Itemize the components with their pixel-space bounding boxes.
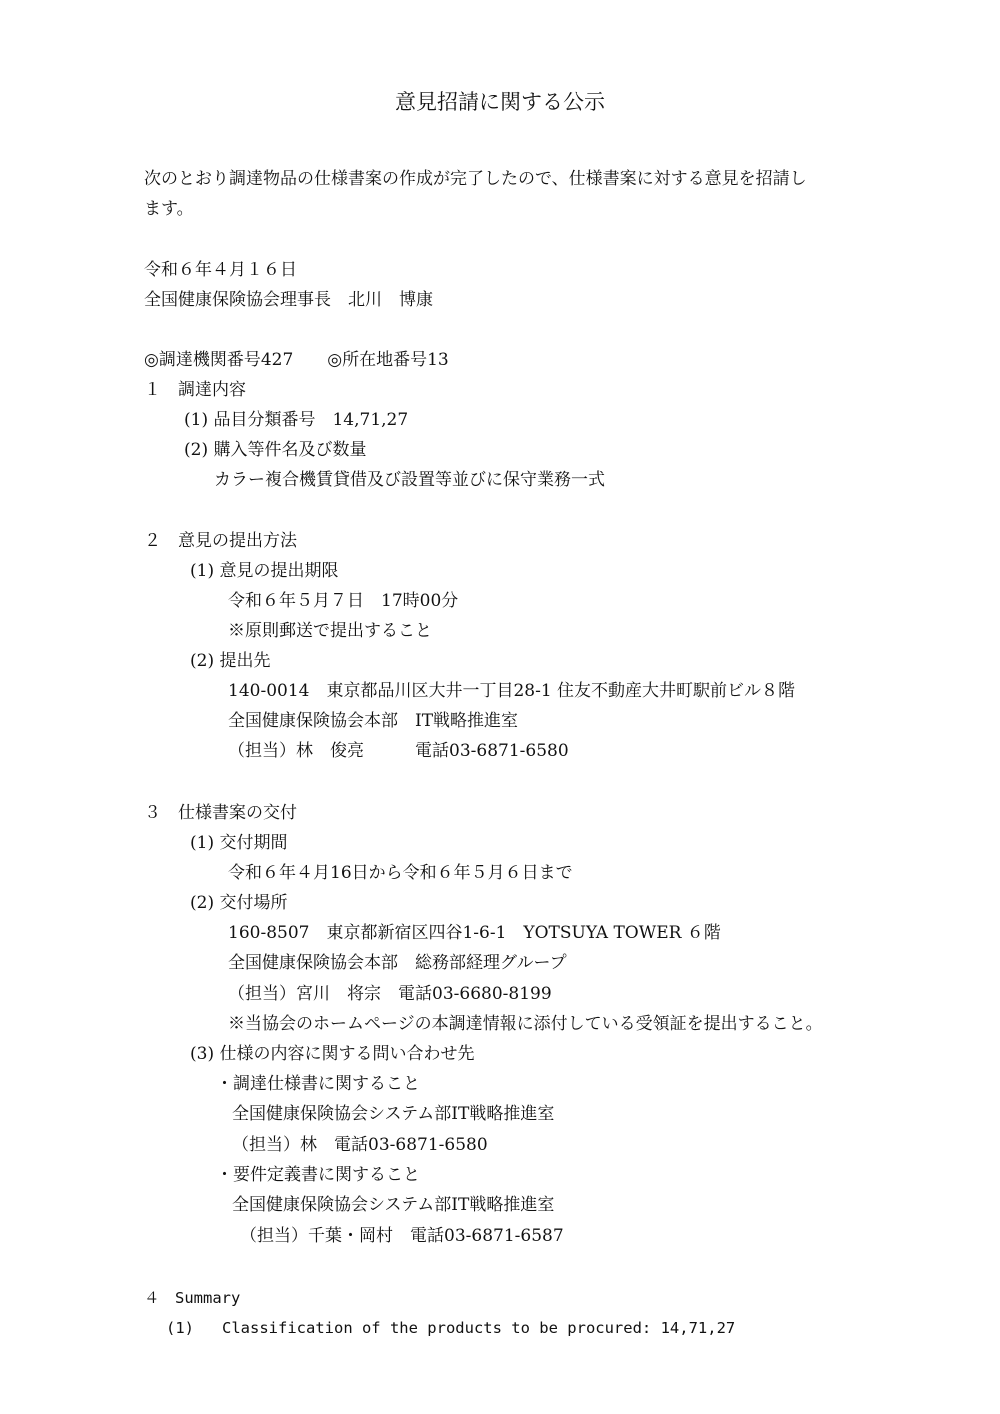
notice-date: 令和６年４月１６日 — [144, 260, 297, 280]
section-3-inquiry-b-contact: （担当）千葉・岡村 電話03-6871-6587 — [240, 1226, 564, 1246]
section-3-inquiry-b-label: ・要件定義書に関すること — [216, 1165, 420, 1185]
section-3-heading: ３ 仕様書案の交付 — [144, 803, 297, 823]
section-3-item-1: (1) 交付期間 — [190, 833, 288, 853]
section-3-inquiry-a-contact: （担当）林 電話03-6871-6580 — [232, 1135, 488, 1155]
section-3-item-3: (3) 仕様の内容に関する問い合わせ先 — [190, 1044, 475, 1064]
section-2-deadline: 令和６年５月７日 17時00分 — [228, 591, 459, 611]
section-3-contact: （担当）宮川 将宗 電話03-6680-8199 — [228, 984, 552, 1004]
section-3-item-2: (2) 交付場所 — [190, 893, 288, 913]
section-2-item-1: (1) 意見の提出期限 — [190, 561, 339, 581]
section-2-heading: ２ 意見の提出方法 — [144, 531, 297, 551]
section-2-address: 140-0014 東京都品川区大井一丁目28-1 住友不動産大井町駅前ビル８階 — [228, 681, 796, 701]
section-4-item-1-number: (1) — [166, 1319, 194, 1337]
section-3-inquiry-b-office: 全国健康保険協会システム部IT戦略推進室 — [232, 1195, 555, 1215]
section-3-period: 令和６年４月16日から令和６年５月６日まで — [228, 863, 573, 883]
section-1-heading: １ 調達内容 — [144, 380, 246, 400]
procurement-codes: ◎調達機関番号427 ◎所在地番号13 — [144, 350, 449, 370]
section-1-item-2: (2) 購入等件名及び数量 — [184, 440, 367, 460]
section-2-item-2: (2) 提出先 — [190, 651, 271, 671]
notice-issuer: 全国健康保険協会理事長 北川 博康 — [144, 290, 433, 310]
intro-line-2: ます。 — [144, 199, 194, 219]
document-title: 意見招請に関する公示 — [395, 90, 605, 114]
section-2-office: 全国健康保険協会本部 IT戦略推進室 — [228, 711, 519, 731]
section-4-heading: ４ Summary — [144, 1289, 241, 1307]
section-3-note: ※当協会のホームページの本調達情報に添付している受領証を提出すること。 — [228, 1014, 823, 1034]
section-4-item-1-text: Classification of the products to be procured: 14,71,27 — [222, 1319, 736, 1337]
section-1-item-2-detail: カラー複合機賃貸借及び設置等並びに保守業務一式 — [214, 470, 605, 490]
section-2-contact: （担当）林 俊亮 電話03-6871-6580 — [228, 741, 569, 761]
section-3-inquiry-a-office: 全国健康保険協会システム部IT戦略推進室 — [232, 1104, 555, 1124]
section-1-item-1: (1) 品目分類番号 14,71,27 — [184, 410, 409, 430]
section-3-office: 全国健康保険協会本部 総務部経理グループ — [228, 953, 567, 973]
intro-line-1: 次のとおり調達物品の仕様書案の作成が完了したので、仕様書案に対する意見を招請し — [144, 169, 807, 189]
section-2-note: ※原則郵送で提出すること — [228, 621, 432, 641]
section-3-address: 160-8507 東京都新宿区四谷1-6-1 YOTSUYA TOWER ６階 — [228, 923, 721, 943]
section-3-inquiry-a-label: ・調達仕様書に関すること — [216, 1074, 420, 1094]
